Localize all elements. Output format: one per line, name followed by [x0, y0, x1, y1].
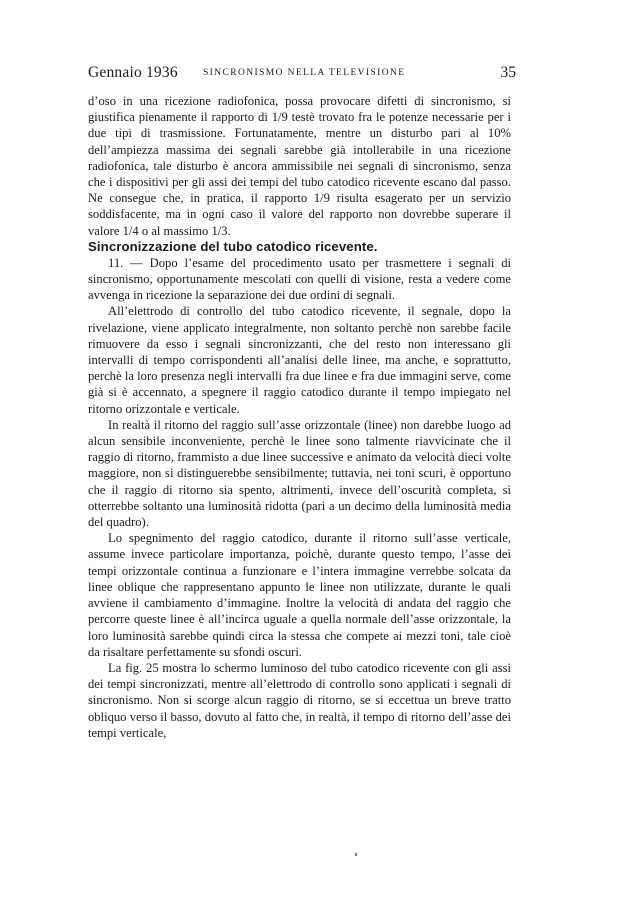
paragraph-horizontal-return: In realtà il ritorno del raggio sull’asse orizzontale (linee) non darebbe luogo ad alcun sensibile inconveniente, perchè le linee sono talmente riavvicinate che il raggio di ritorno, frammisto a due linee successive e animato da velocità dieci volte maggiore, non si distinguerebbe sensibilmente; tuttavia, nei toni scuri, è opportuno che il raggio di ritorno sia spento, altrimenti, invece dell’oscurità completa, si otterrebbe soltanto una luminosità ridotta (pari a un decimo della luminosità media del quadro). [88, 417, 511, 530]
header-date: Gennaio 1936 [88, 64, 178, 81]
header-title: SINCRONISMO NELLA TELEVISIONE [203, 68, 406, 78]
paragraph-vertical-return: Lo spegnimento del raggio catodico, durante il ritorno sull’asse verticale, assume invece particolare importanza, poichè, durante questo tempo, l’asse dei tempi orizzontale continua a funzionare e l’intera immagine verrebbe solcata da linee oblique che rappresentano appunto le linee non utilizzate, durante le quali avviene il cambiamento d’immagine. Inoltre la velocità di andata del raggio che percorre queste linee è all’incirca uguale a quella normale dell’asse orizzontale, la loro luminosità sarebbe quindi circa la stessa che compete ai mezzi toni, tale cioè da risaltare perfettamente su sfondi oscuri. [88, 531, 511, 659]
paragraph-fig-25: La fig. 25 mostra lo schermo luminoso del tubo catodico ricevente con gli assi dei tempi sincronizzati, mentre all’elettrodo di controllo sono applicati i segnali di sincronismo. Non si scorge alcun raggio di ritorno, se si eccettua un breve tratto obliquo verso il basso, dovuto al fatto che, in realtà, il tempo di ritorno dell’asse dei tempi verticale, [88, 660, 511, 740]
body-text [88, 93, 511, 741]
paragraph-11: 11. — Dopo l’esame del procedimento usato per trasmettere i segnali di sincronismo, opportunamente mescolati con quelli di visione, resta a vedere come avvenga in ricezione la separazione dei due ordini di segnali. [88, 255, 511, 303]
paragraph-control-electrode: All’elettrodo di controllo del tubo catodico ricevente, il segnale, dopo la rivelazione, viene applicato integralmente, non soltanto perchè non sarebbe facile rimuovere da esso i segnali sincronizzanti, che del resto non interessano gli intervalli di tempo corrispondenti all’analisi delle linee, ma anche, e soprattutto, perchè la loro presenza negli intervalli fra due linee e fra due immagini serve, come già si è accennato, a spegnere il raggio catodico durante il tempo impiegato nel ritorno orizzontale e verticale. [88, 304, 511, 416]
page-number: 35 [500, 64, 516, 81]
intro-paragraph: d’oso in una ricezione radiofonica, possa provocare difetti di sincronismo, si giustifica pienamente il rapporto di 1/9 testè trovato fra le potenze necessarie per i due tipi di trasmissione. Fortunatamente, mentre un disturbo pari al 10% dell’ampiezza massima dei segnali sarebbe già intollerabile in una ricezione radiofonica, tale disturbo è ancora ammissibile nei segnali di sincronismo, senza che i dispositivi per gli assi dei tempi del tubo catodico ricevente escano dal passo. Ne consegue che, in pratica, il rapporto 1/9 risulta esagerato per un servizio soddisfacente, ma in ogni caso il valore del rapporto non dovrebbe superare il valore 1/4 o al massimo 1/3. [88, 94, 511, 238]
section-heading: Sincronizzazione del tubo catodico ricevente. [88, 238, 378, 254]
running-header [88, 64, 516, 86]
print-speck [355, 853, 357, 856]
